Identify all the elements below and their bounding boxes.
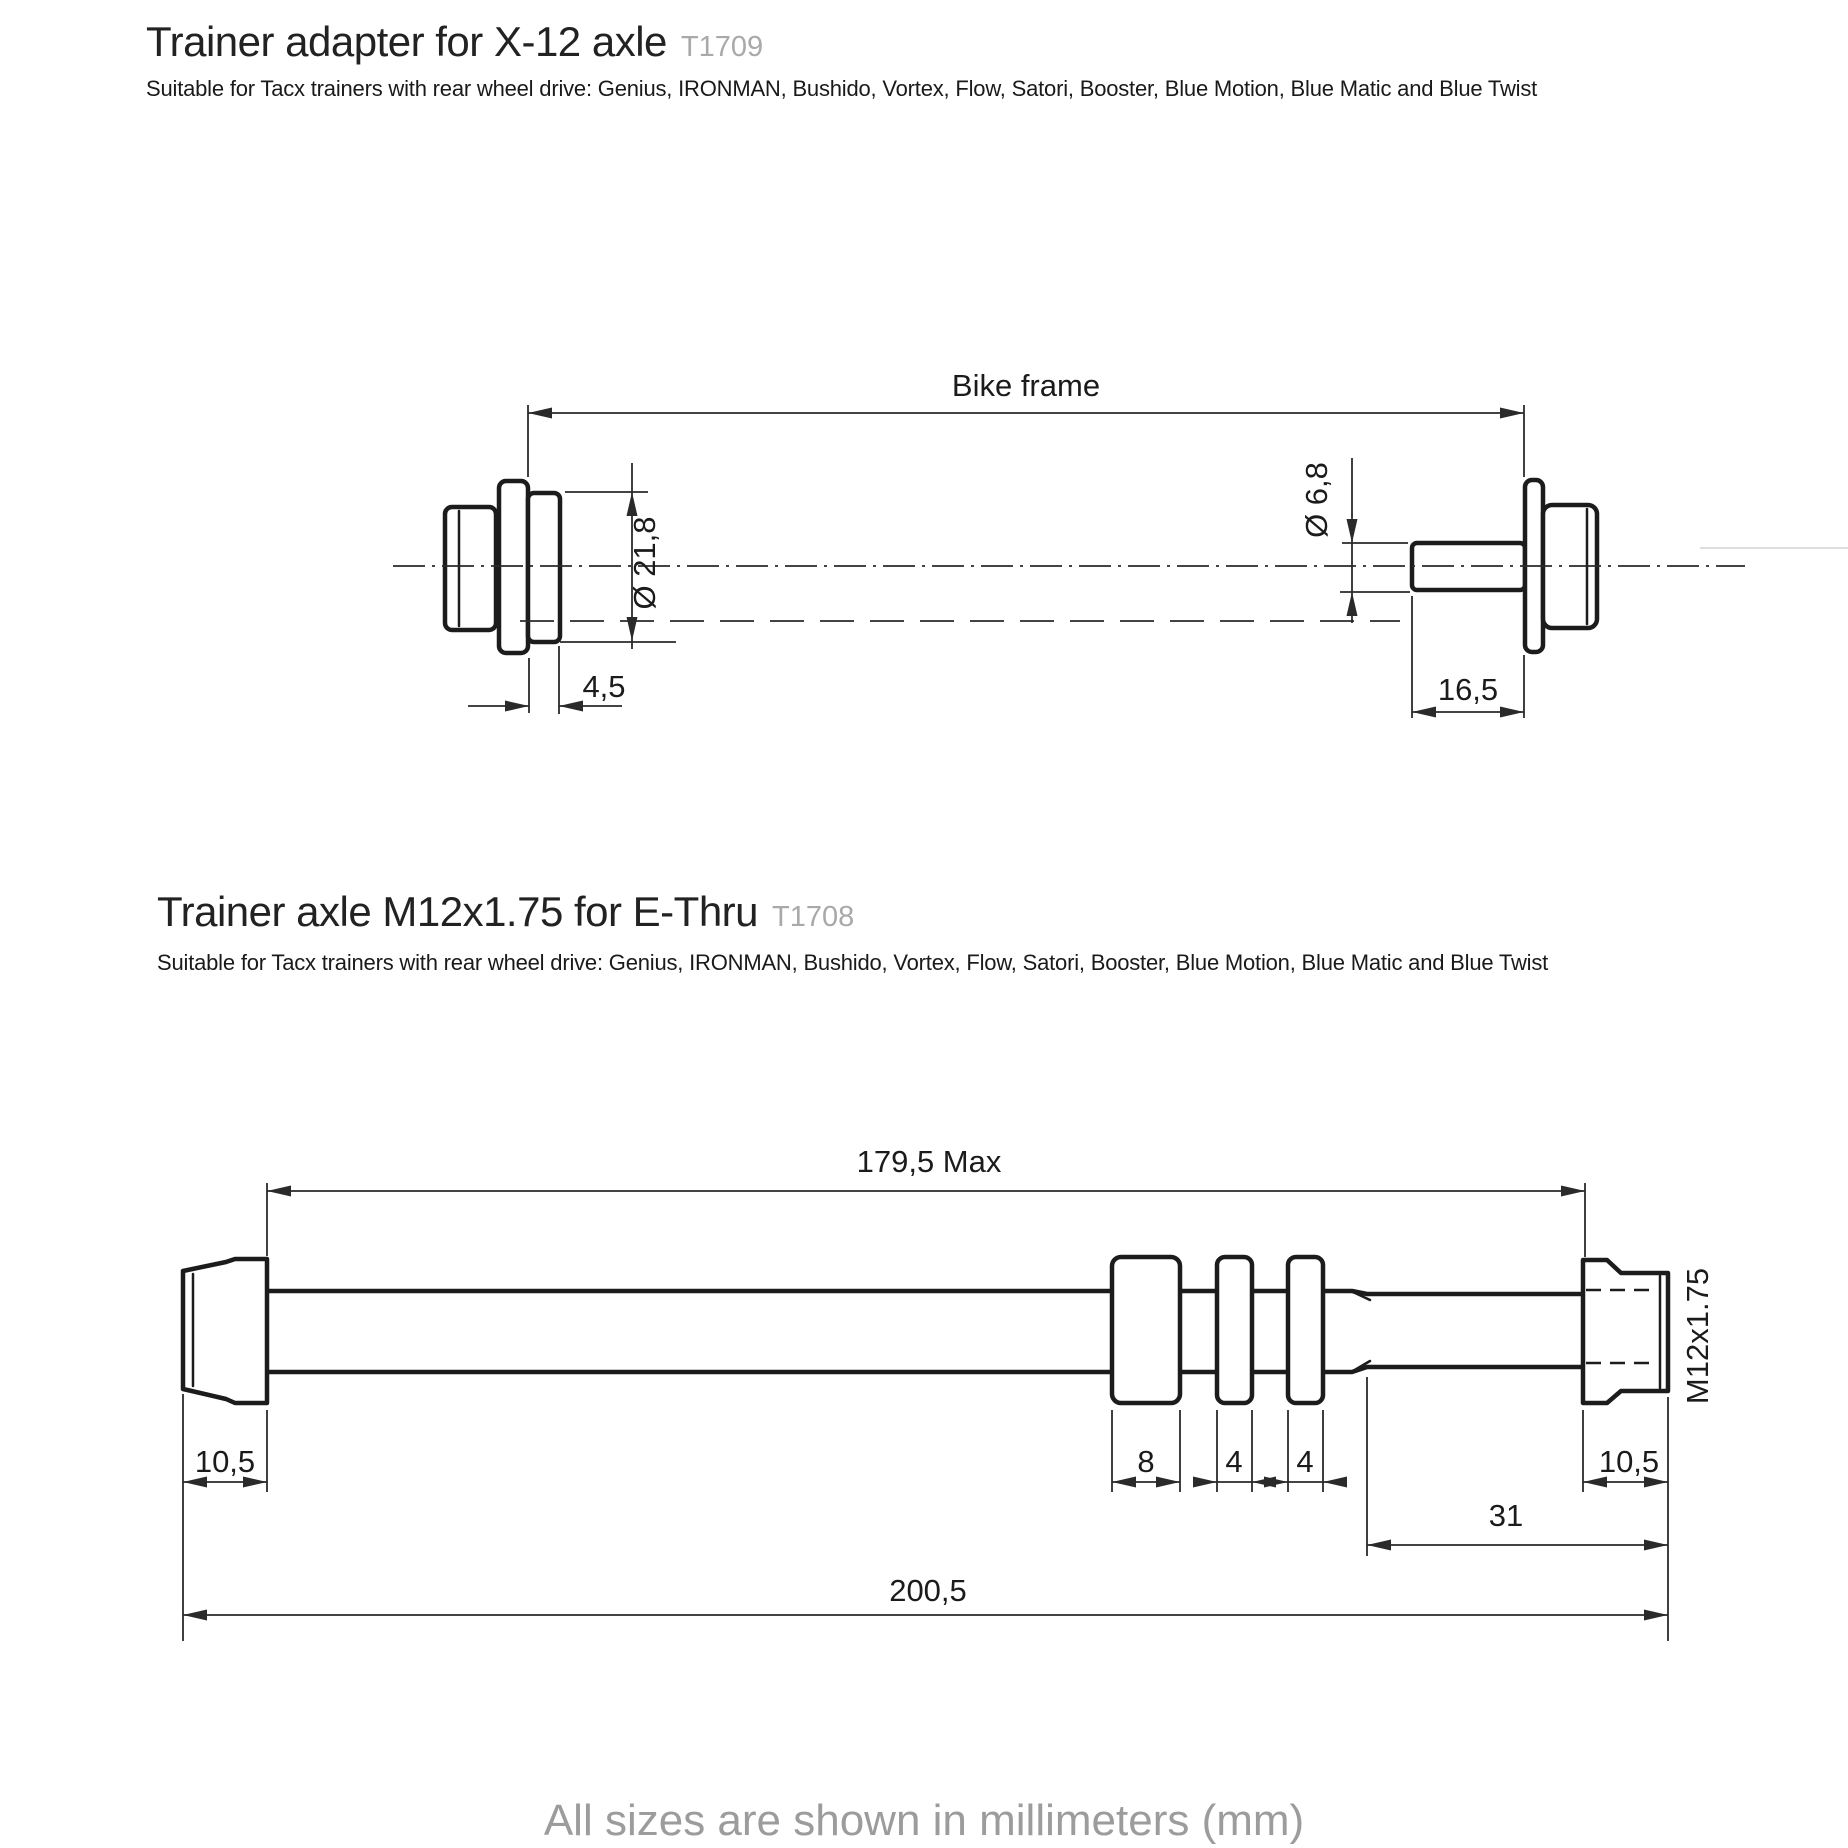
dim-label-diameter-21-8: Ø 21,8 bbox=[627, 516, 662, 610]
dim-collar-a bbox=[1193, 1410, 1276, 1492]
dim-label-wide-collar: 8 bbox=[1137, 1444, 1155, 1479]
axle-shaft bbox=[267, 1291, 1583, 1372]
dim-label-collar-b: 4 bbox=[1296, 1444, 1314, 1479]
dim-bike-frame bbox=[528, 368, 1524, 477]
section-adapter-subtitle: Suitable for Tacx trainers with rear wheel drive: Genius, IRONMAN, Bushido, Vortex, Flow, Satori, Booster, Blue Motion, Blue Matic and Blue Twist bbox=[146, 76, 1538, 101]
page-title: Trainer adapter for X-12 axle bbox=[146, 18, 667, 65]
dim-label-insert-depth: 4,5 bbox=[582, 669, 626, 704]
dim-wide-collar bbox=[1112, 1410, 1180, 1492]
axle-left-head bbox=[183, 1259, 267, 1403]
dim-label-diameter-6-8: Ø 6,8 bbox=[1299, 462, 1334, 538]
dim-collar-b bbox=[1264, 1410, 1347, 1492]
dim-label-collar-a: 4 bbox=[1225, 1444, 1243, 1479]
drawing-trainer-axle bbox=[183, 1144, 1715, 1641]
dim-label-total-length: 200,5 bbox=[889, 1573, 967, 1608]
dim-right-head-width bbox=[1583, 1397, 1668, 1641]
page-title-2: Trainer axle M12x1.75 for E-Thru bbox=[157, 888, 759, 935]
product-code-2: T1708 bbox=[772, 901, 855, 933]
dim-label-max-length: 179,5 Max bbox=[856, 1144, 1002, 1179]
drawing-trainer-adapter bbox=[393, 368, 1848, 718]
dim-label-left-head-width: 10,5 bbox=[194, 1444, 256, 1479]
dim-diameter-6-8 bbox=[1299, 458, 1410, 623]
dim-left-head-width bbox=[183, 1394, 267, 1641]
adapter-left-piece bbox=[445, 481, 560, 653]
thread-spec-label: M12x1.75 bbox=[1680, 1267, 1715, 1405]
product-code: T1709 bbox=[680, 31, 764, 63]
units-note: All sizes are shown in millimeters (mm) bbox=[543, 1796, 1305, 1845]
dim-label-pin-length: 16,5 bbox=[1437, 672, 1499, 707]
dim-label-thread-length: 31 bbox=[1488, 1498, 1524, 1533]
dim-total-length bbox=[183, 1573, 1668, 1621]
dim-label-right-head-width: 10,5 bbox=[1598, 1444, 1660, 1479]
dim-max-length bbox=[267, 1144, 1585, 1257]
dim-insert-depth bbox=[468, 646, 626, 714]
axle-right-head bbox=[1583, 1260, 1668, 1403]
dim-pin-length bbox=[1412, 596, 1524, 718]
dim-label-bike-frame: Bike frame bbox=[951, 368, 1101, 403]
section-axle-subtitle: Suitable for Tacx trainers with rear wheel drive: Genius, IRONMAN, Bushido, Vortex, Flow, Satori, Booster, Blue Motion, Blue Matic and Blue Twist bbox=[157, 950, 1549, 975]
axle-collars bbox=[1112, 1257, 1323, 1403]
